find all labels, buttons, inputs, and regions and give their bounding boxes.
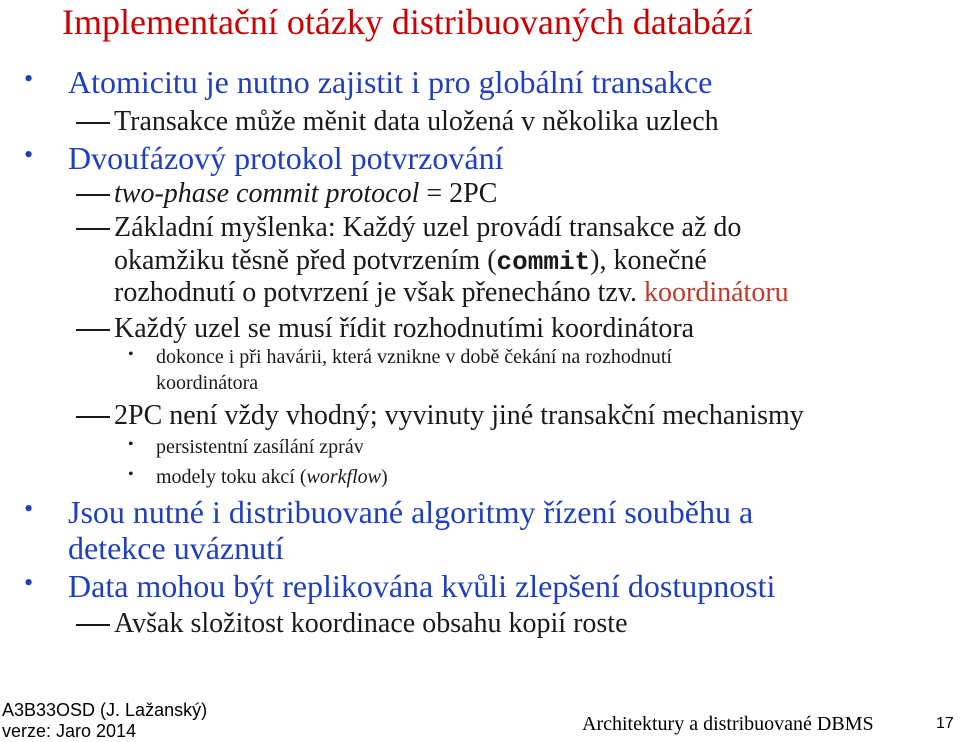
bullet-replication: Data mohou být replikována kvůli zlepšení dostupnosti [68,568,776,604]
bullet-dot: • [24,494,34,523]
footer-version: verze: Jaro 2014 [2,721,137,741]
dash-marker [76,228,110,230]
sub-sub-persistent-messaging: persistentní zasílání zpráv [156,436,364,458]
sub-2pc-not-suitable: 2PC není vždy vhodný; vyvinuty jiné transakční mechanismy [114,400,804,431]
footer-course-name: A3B33OSD (J. Lažanský) [2,700,208,720]
bullet-dot: • [128,346,134,363]
text-segment: modely toku akcí ( [156,466,307,488]
dash-marker [76,194,110,196]
text-segment: okamžiku těsně před potvrzením ( [114,245,497,276]
dash-marker [76,122,110,124]
dash-marker [76,329,110,331]
sub-basic-idea-1: Základní myšlenka: Každý uzel provádí transakce až do [114,212,742,243]
term-workflow: workflow [306,466,381,488]
slide-title: Implementační otázky distribuovaných databází [62,2,753,42]
sub-replica-coordination: Avšak složitost koordinace obsahu kopií roste [114,608,628,639]
sub-transactions: Transakce může měnit data uložená v několika uzlech [114,106,719,137]
code-commit: commit [496,247,591,277]
bullet-dot: • [128,466,134,483]
sub-sub-crash-2: koordinátora [156,372,259,394]
bullet-dot: • [24,64,34,93]
sub-coordinator-decisions: Každý uzel se musí řídit rozhodnutími koordinátora [114,313,695,344]
bullet-atomicity: Atomicitu je nutno zajistit i pro globální transakce [68,64,713,100]
bullet-concurrency-2: detekce uváznutí [68,530,284,566]
bullet-2pc: Dvoufázový protokol potvrzování [68,140,504,176]
text-segment: ) [380,466,388,488]
sub-basic-idea-2 [114,245,707,278]
sub-sub-workflow [156,465,388,489]
bullet-concurrency-1: Jsou nutné i distribuované algoritmy řízení souběhu a [68,494,754,530]
footer-course [2,700,207,742]
sub-sub-crash-1: dokonce i při havárii, která vznikne v době čekání na rozhodnutí [156,346,672,368]
sub-2pc-definition [114,178,497,210]
dash-marker [76,416,110,418]
bullet-dot: • [24,568,34,597]
page-number: 17 [936,715,954,732]
text-segment: rozhodnutí o potvrzení je však přenecháno tzv. [114,277,645,308]
text-segment: ), konečné [590,245,707,276]
sub-basic-idea-3 [114,277,789,309]
bullet-dot: • [128,436,134,453]
term-coordinator: koordinátoru [644,277,789,308]
term-2pc: = 2PC [419,178,498,209]
bullet-dot: • [24,140,34,169]
term-two-phase-commit: two-phase commit protocol [114,178,420,209]
footer-lecture-title: Architektury a distribuované DBMS [582,713,874,735]
dash-marker [76,624,110,626]
